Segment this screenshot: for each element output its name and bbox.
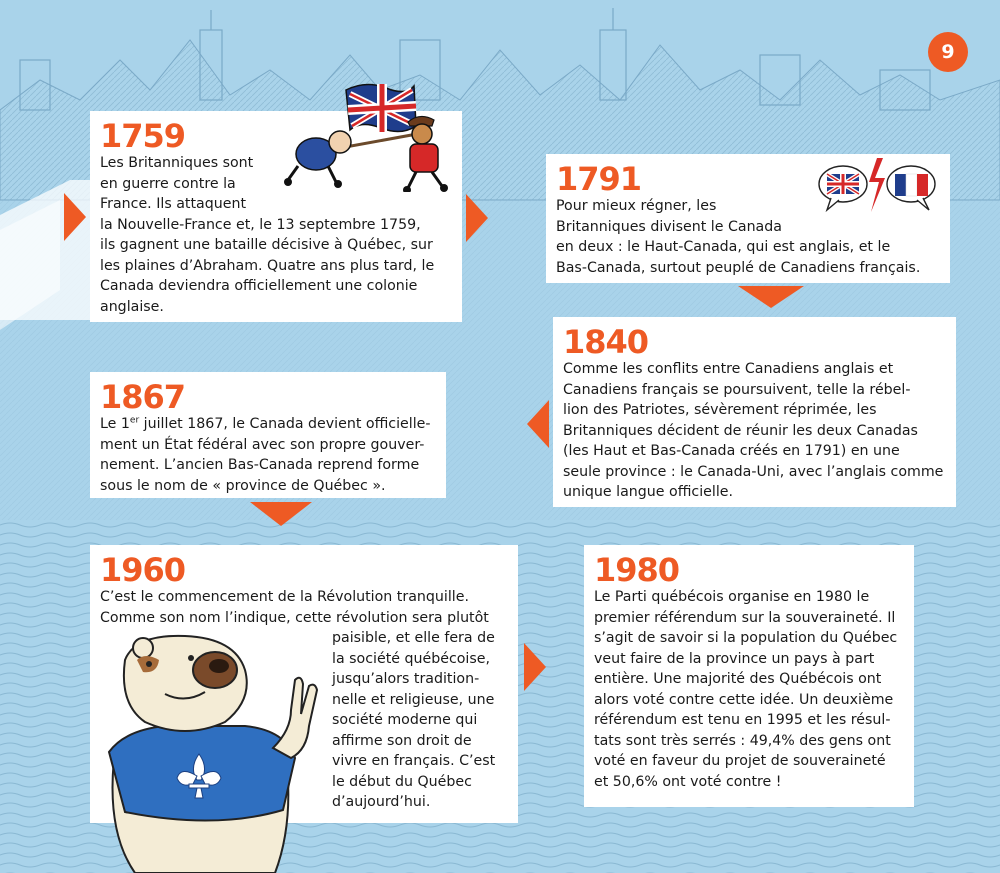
event-text: C’est le commencement de la Révolution tranquille. Comme son nom l’indique, cette révolution sera plutôt paisible, et elle fera de la société québécoise, jusqu’alors tradition- nelle et religieuse, une société moderne qui affirme son droit de vivre en français. C’est le début du Québec d’aujourd’hui. [100,589,496,810]
event-year: 1867 [100,378,186,416]
event-text: Les Britanniques sont en guerre contre la France. Ils attaquent la Nouvelle-France et, le 13 septembre 1759, ils gagnent une bataille décisive à Québec, sur les plaines d’Abraham. Quatre ans plus tard, le Canada deviendra officiellement une colonie anglaise. [100,155,435,315]
event-text: Le Parti québécois organise en 1980 le premier référendum sur la souveraineté. Il s’agit de savoir si la population du Québec veut faire de la province un pays à part entière. Une majorité des Québécois ont alors voté contre cette idée. Un deuxième référendum est tenu en 1995 et les résul- tats sont très serrés : 49,4% des gens ont voté en faveur du projet de souveraineté et 50,6% ont voté contre ! [594,589,898,790]
page-number-badge: 9 [928,32,968,72]
event-year: 1960 [100,551,186,589]
event-card-1980 [584,545,914,807]
event-card-1867 [90,372,446,498]
timeline-arrow-icon [64,193,86,241]
timeline-arrow-icon [527,400,549,448]
event-year: 1840 [563,323,649,361]
timeline-arrow-icon [250,502,312,526]
polar-bear-mascot-illustration [95,630,325,873]
timeline-arrow-icon [466,194,488,242]
event-text: Le 1er juillet 1867, le Canada devient officielle- ment un État fédéral avec son propre gouver- nement. L’ancien Bas-Canada reprend forme sous le nom de « province de Québec ». [100,415,431,494]
event-text: Pour mieux régner, les Britanniques divisent le Canada en deux : le Haut-Canada, qui est anglais, et le Bas-Canada, surtout peuplé de Canadiens français. [556,198,921,276]
timeline-arrow-icon [738,286,804,308]
timeline-arrow-icon [524,643,546,691]
event-card-1840 [553,317,956,507]
event-year: 1759 [100,117,186,155]
flags-clash-illustration [815,156,941,218]
flag-fight-illustration [278,72,468,192]
event-year: 1980 [594,551,680,589]
event-text: Comme les conflits entre Canadiens anglais et Canadiens français se poursuivent, telle la rébel- lion des Patriotes, sévèrement réprimée, les Britanniques décident de réunir les deux Canadas (les Haut et Bas-Canada créés en 1791) en une seule province : le Canada-Uni, avec l’anglais comme unique langue officielle. [563,361,944,500]
event-year: 1791 [556,160,642,198]
